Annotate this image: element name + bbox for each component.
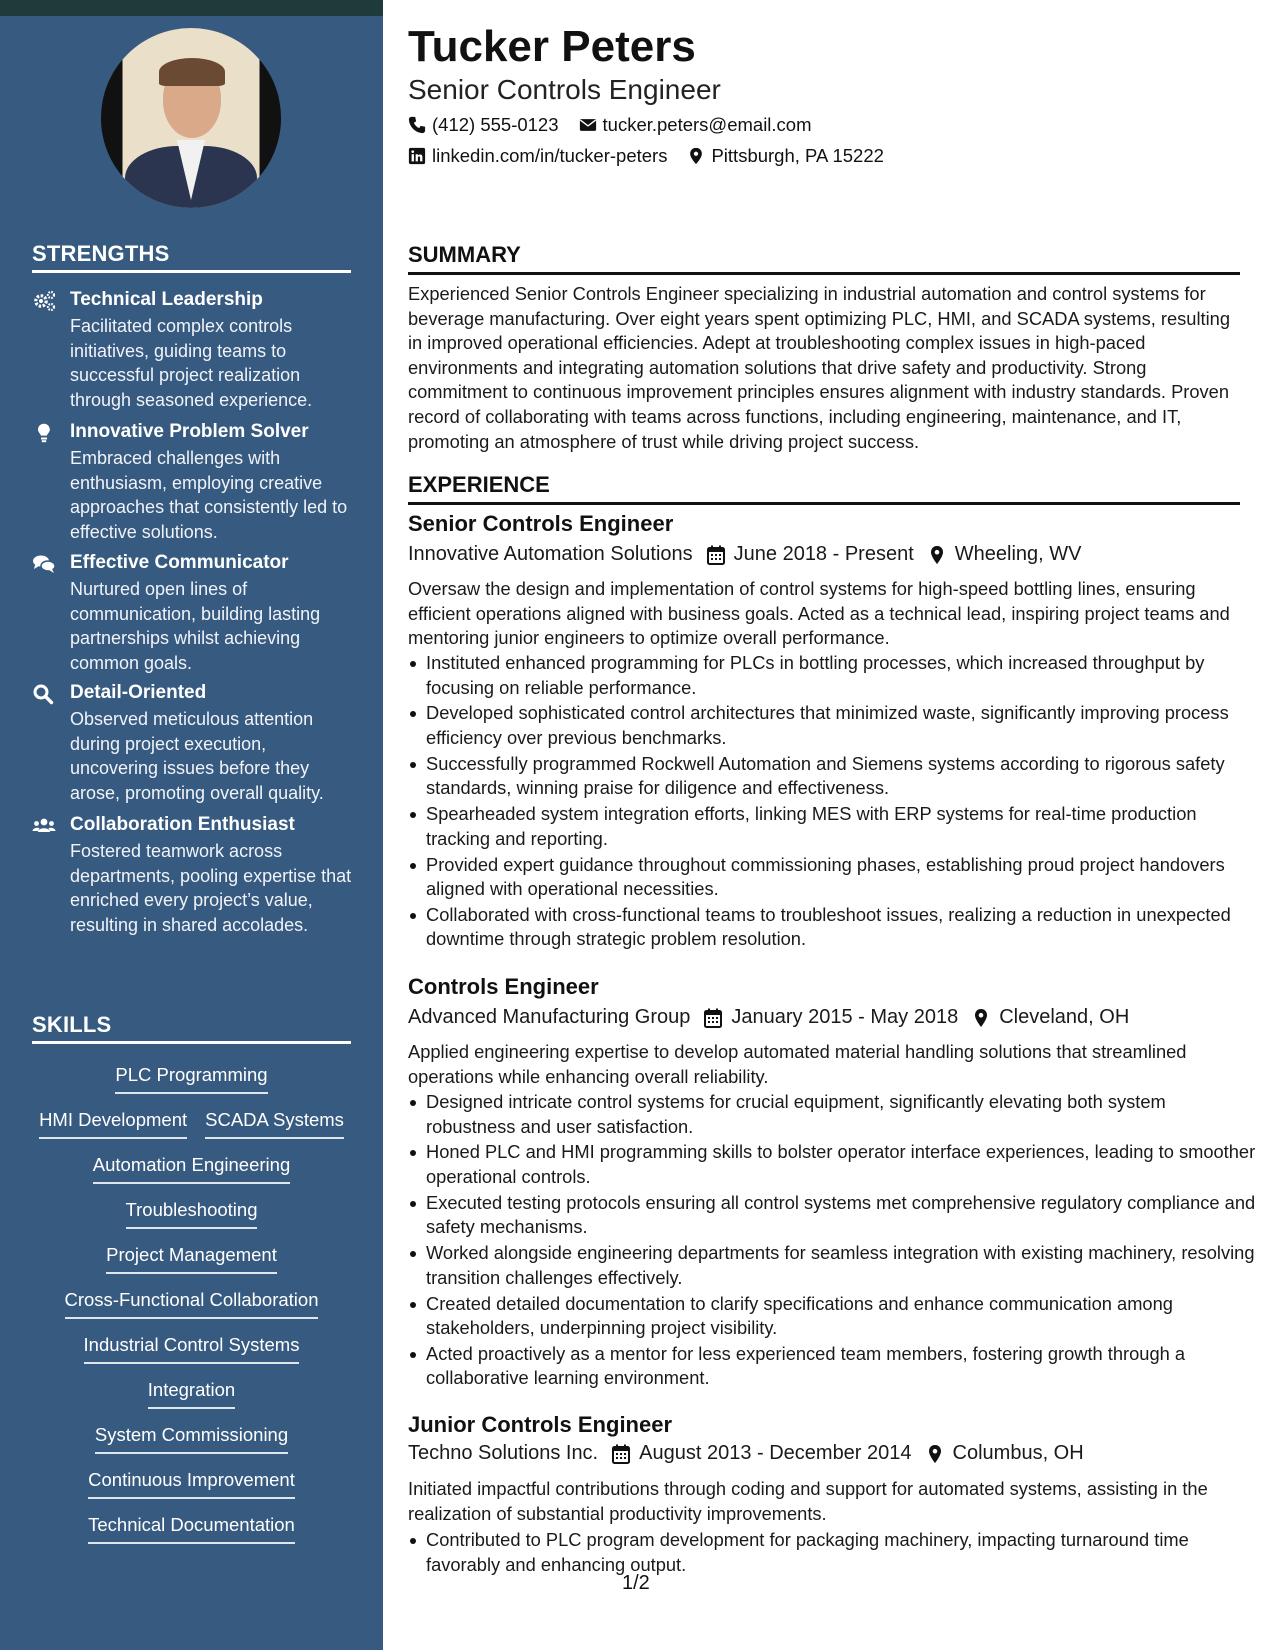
strength-description: Nurtured open lines of communication, building lasting partnerships whilst achieving common goals. [70,579,321,673]
job-meta [408,1442,1084,1465]
strength-description: Fostered teamwork across departments, pooling expertise that enriched every project’s value, resulting in shared accolades. [70,841,352,935]
strength-item [32,814,352,964]
location-pin-icon [928,545,946,565]
skill-tag: Continuous Improvement [88,1469,295,1499]
users-icon [32,815,56,837]
job-location: Cleveland, OH [999,1006,1130,1028]
strength-item [32,682,352,802]
skills-heading: SKILLS [32,1012,351,1044]
strength-title: Detail-Oriented [70,682,207,703]
phone-number[interactable]: (412) 555-0123 [432,114,559,135]
skill-tag: Project Management [106,1244,277,1274]
strength-title: Technical Leadership [70,289,263,310]
skill-tag: HMI Development [39,1109,187,1139]
bullet-item: Worked alongside engineering departments for seamless integration with existing machinery, resolving transition challenges effectively. [426,1241,1258,1290]
skill-tag: Industrial Control Systems [84,1334,300,1364]
bullet-item: Honed PLC and HMI programming skills to bolster operator interface experiences, leading to smoother operational controls. [426,1140,1258,1189]
summary-text: Experienced Senior Controls Engineer specializing in industrial automation and control systems for beverage manufacturing. Over eight years spent optimizing PLC, HMI, and SCADA systems, resulting in improved operational efficiencies. Adept at troubleshooting complex issues in high-paced environments and integrating automation solutions that drive safety and productivity. Strong commitment to continuous improvement principles ensures alignment with industry standards. Proven record of collaborating with teams across functions, including engineering, maintenance, and IT, promoting an atmosphere of trust while driving project success. [408,283,1231,452]
skill-tag: System Commissioning [95,1424,288,1454]
summary-heading: SUMMARY [408,242,1240,275]
bullet-item: Acted proactively as a mentor for less experienced team members, fostering growth through a collaborative learning environment. [426,1342,1258,1391]
job-title: Senior Controls Engineer [408,511,674,536]
sidebar [0,16,383,1650]
job-company: Advanced Manufacturing Group [408,1006,691,1028]
skill-tag: Troubleshooting [126,1199,258,1229]
job-location: Wheeling, WV [954,543,1082,565]
bullet-item: Collaborated with cross-functional teams to troubleshoot issues, realizing a reduction in unexpected downtime through strategic problem resolution. [426,903,1258,952]
lightbulb-icon [32,422,56,444]
job-bullets [408,651,1258,953]
strengths-heading: STRENGTHS [32,241,351,273]
location-pin-icon [687,147,705,165]
strength-title: Effective Communicator [70,552,289,573]
candidate-name: Tucker Peters [408,22,696,71]
strength-description: Observed meticulous attention during project execution, uncovering issues before they arose, promoting overall quality. [70,709,324,803]
bullet-item: Provided expert guidance throughout commissioning phases, establishing proud project handovers aligned with operational necessities. [426,853,1258,902]
strength-item [32,552,352,673]
job-summary: Oversaw the design and implementation of control systems for high-speed bottling lines, ensuring efficient operations aligned with business goals. Acted as a technical lead, inspiring project teams and mentoring junior engineers to optimize overall performance. [408,578,1230,649]
candidate-role: Senior Controls Engineer [408,74,721,105]
bullet-item: Designed intricate control systems for crucial equipment, significantly elevating both system robustness and user satisfaction. [426,1090,1258,1139]
job-title: Controls Engineer [408,974,599,999]
job-company: Innovative Automation Solutions [408,543,693,565]
job-company: Techno Solutions Inc. [408,1442,599,1464]
job-dates: June 2018 - Present [733,543,914,565]
job-dates: January 2015 - May 2018 [731,1006,959,1028]
page-number: 1/2 [622,1572,650,1594]
bullet-item: Contributed to PLC program development for packaging machinery, impacting turnaround time favorably and enhancing output. [426,1528,1258,1577]
location-pin-icon [926,1444,944,1464]
bullet-item: Developed sophisticated control architectures that minimized waste, significantly improving process efficiency over previous benchmarks. [426,701,1258,750]
phone-icon [408,116,426,134]
linkedin-link[interactable]: linkedin.com/in/tucker-peters [432,145,668,166]
job-dates: August 2013 - December 2014 [639,1442,912,1464]
skill-tag: Integration [148,1379,235,1409]
bullet-item: Spearheaded system integration efforts, linking MES with ERP systems for real-time production tracking and reporting. [426,802,1258,851]
calendar-icon [704,1008,722,1028]
strength-description: Embraced challenges with enthusiasm, employing creative approaches that consistently led to effective solutions. [70,448,348,542]
strength-description: Facilitated complex controls initiatives, guiding teams to successful project realization through seasoned experience. [70,316,313,410]
gears-icon [32,290,56,312]
skill-tag: PLC Programming [115,1064,267,1094]
location-pin-icon [972,1008,990,1028]
envelope-icon [579,116,597,134]
profile-photo [101,28,281,208]
email-link[interactable]: tucker.peters@email.com [602,114,812,135]
skill-tag: SCADA Systems [205,1109,344,1139]
strength-item [32,421,352,542]
bullet-item: Created detailed documentation to clarify specifications and enhance communication among stakeholders, underpinning project visibility. [426,1292,1258,1341]
calendar-icon [612,1444,630,1464]
location-text: Pittsburgh, PA 15222 [711,145,884,166]
skill-tag: Cross-Functional Collaboration [65,1289,319,1319]
search-icon [32,683,56,705]
bullet-item: Successfully programmed Rockwell Automation and Siemens systems according to rigorous safety standards, winning praise for diligence and effectiveness. [426,752,1258,801]
bullet-item: Executed testing protocols ensuring all control systems met comprehensive regulatory compliance and safety mechanisms. [426,1191,1258,1240]
experience-heading: EXPERIENCE [408,472,1240,505]
contact-row [408,145,884,167]
strength-title: Innovative Problem Solver [70,421,309,442]
linkedin-icon [408,147,426,165]
strength-item [32,289,352,409]
job-title: Junior Controls Engineer [408,1412,673,1437]
chat-bubbles-icon [32,553,56,575]
job-location: Columbus, OH [952,1442,1084,1464]
job-bullets [408,1090,1258,1392]
calendar-icon [707,545,725,565]
contact-row [408,114,812,136]
bullet-item: Instituted enhanced programming for PLCs in bottling processes, which increased throughput by focusing on reliable performance. [426,651,1258,700]
job-summary: Initiated impactful contributions through coding and support for automated systems, assisting in the realization of substantial productivity improvements. [408,1478,1208,1524]
job-bullets [408,1528,1258,1578]
skill-tag: Automation Engineering [93,1154,290,1184]
skills-list [32,1064,351,1559]
strength-title: Collaboration Enthusiast [70,814,295,835]
job-meta [408,543,1081,566]
job-meta [408,1006,1129,1029]
sidebar-top-bar [0,0,383,16]
job-summary: Applied engineering expertise to develop automated material handling solutions that streamlined operations while enhancing overall reliability. [408,1041,1187,1087]
skill-tag: Technical Documentation [88,1514,295,1544]
